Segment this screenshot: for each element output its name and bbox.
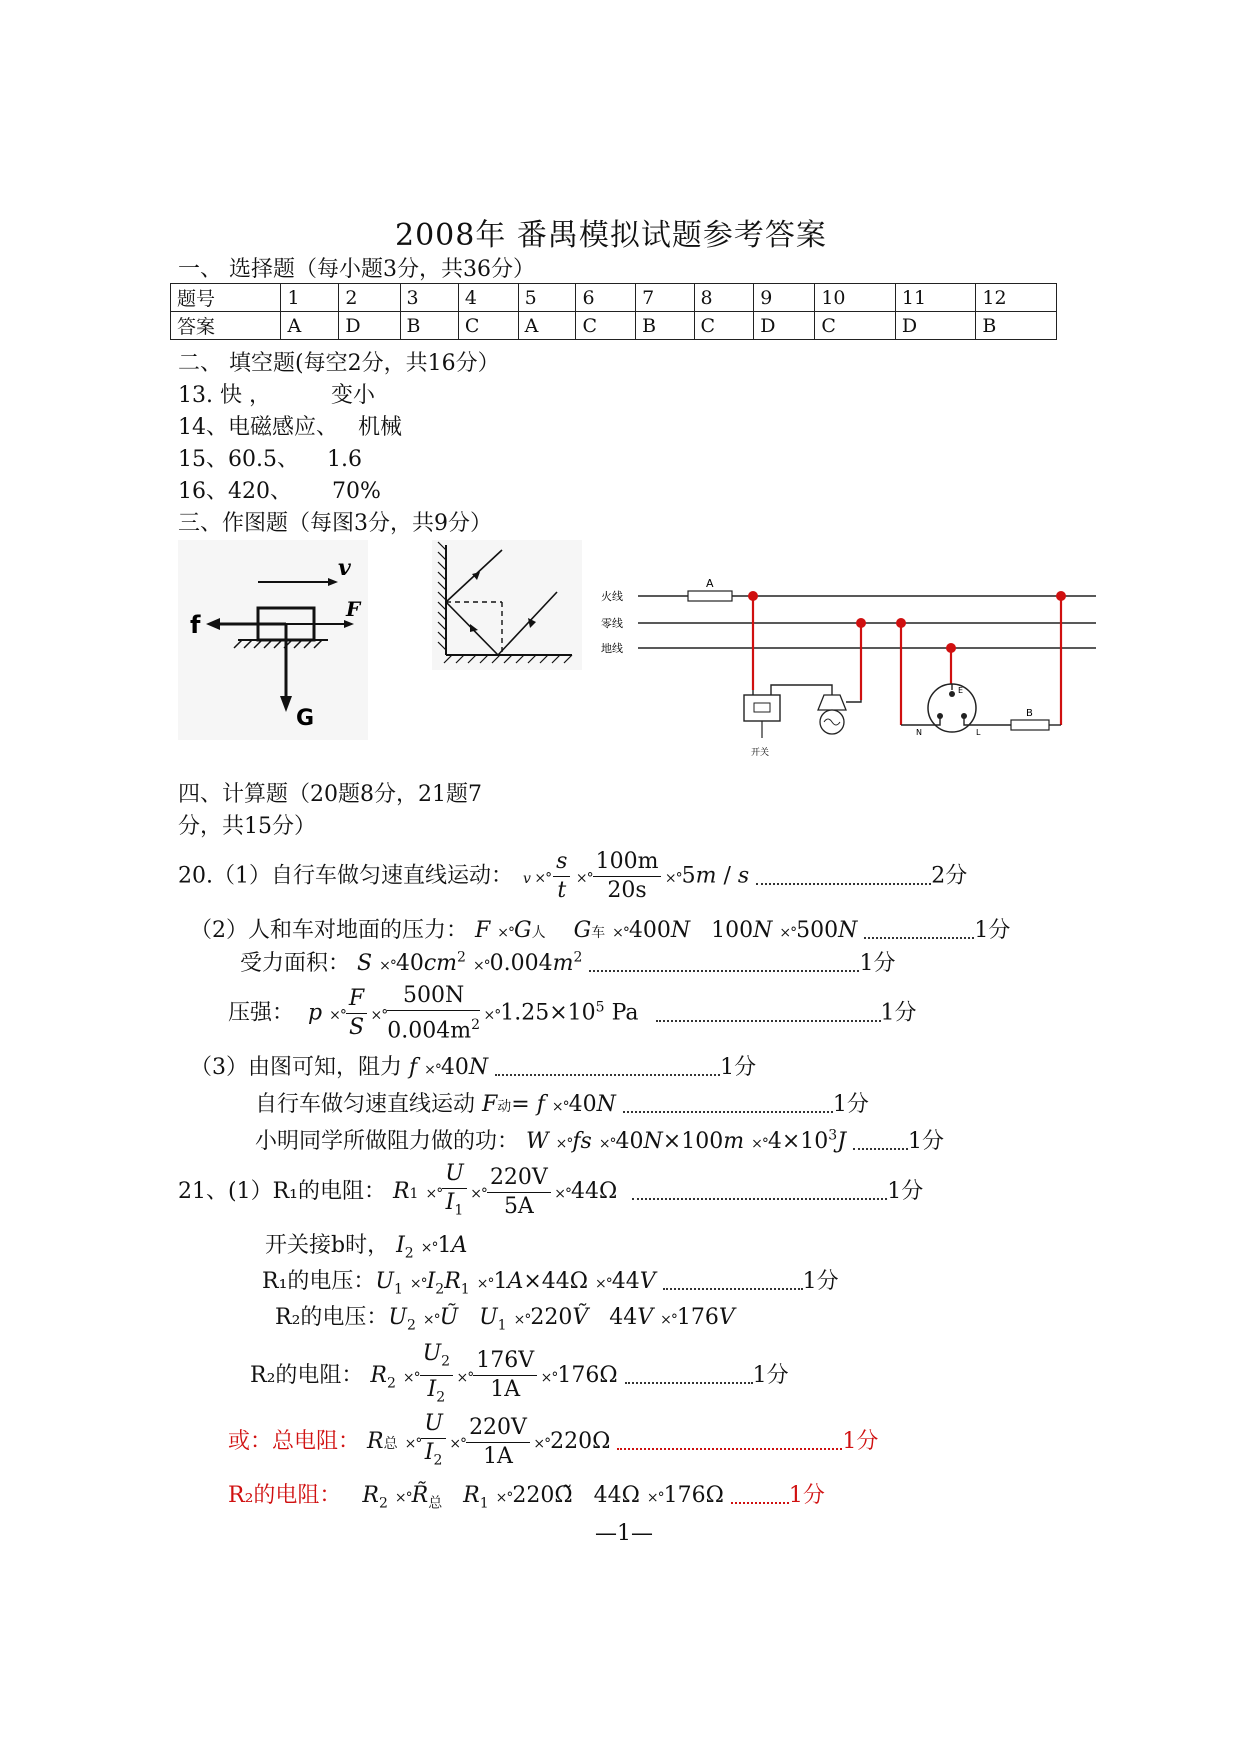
table-cell: 7 <box>636 284 694 312</box>
q21-r1: 21、(1）R₁的电阻： R1 ×° $\frac{U}{I_1}$ ×° $\frac{220V}{5A}$ ×°44Ω 1分 <box>178 1161 924 1219</box>
table-row-label: 答案 <box>171 312 281 340</box>
table-cell: C <box>815 312 896 340</box>
section-1-heading: 一、 选择题（每小题3分，共36分） <box>178 257 535 282</box>
table-cell: 11 <box>895 284 976 312</box>
table-cell: 1 <box>281 284 339 312</box>
table-cell: B <box>636 312 694 340</box>
table-cell: C <box>576 312 636 340</box>
q20-part2-pressure: 压强： p ×° $\frac{F}{S}$ ×° $\frac{500N}{0.004m^2}$ $\times^\circ 1.25\times 10^5$ Pa 1分 <box>228 983 917 1044</box>
table-cell: 9 <box>754 284 815 312</box>
table-cell: 3 <box>400 284 458 312</box>
socket-e-label: E <box>958 686 964 695</box>
table-row-answers <box>171 312 1057 340</box>
q20-part1: 20.（1）自行车做匀速直线运动： v ×° $\frac{s}{t}$ ×° $\frac{100m}{20s}$ ×°5m / s 2分 <box>178 849 968 903</box>
q21-switch-b: 开关接b时， $I_2 \times^\circ 1A$ <box>265 1233 468 1262</box>
table-cell: A <box>281 312 339 340</box>
force-diagram <box>178 540 368 740</box>
fuse-b-label: B <box>1026 708 1033 719</box>
table-cell: 12 <box>976 284 1057 312</box>
fill-answer-13: 13. 快 ， 变小 <box>178 383 375 408</box>
table-cell: B <box>400 312 458 340</box>
table-cell: C <box>458 312 518 340</box>
answer-table <box>170 283 1057 340</box>
fuse-a-label: A <box>706 577 714 590</box>
q20-part3-work: 小明同学所做阻力做的功： $W \times^\circ fs \times^\circ 40N\times 100m \times^\circ 4\times 10^3J$ 1分 <box>255 1127 945 1154</box>
q21-u1: R₁的电压：$U_1 \times^\circ I_2R_1 \times^\circ 1A\times 44\Omega \times^\circ 44V$ 1分 <box>262 1269 839 1298</box>
q21-alt-r2: R₂的电阻： $R_2$ $\times^\circ R̃_总$ $R_1$ ×°220Ω̃ 44Ω ×°176Ω 1分 <box>228 1483 825 1512</box>
fill-answer-15: 15、60.5、 1.6 <box>178 447 362 472</box>
table-cell: 8 <box>694 284 754 312</box>
table-cell: 10 <box>815 284 896 312</box>
table-cell: D <box>895 312 976 340</box>
q20-part3-motion: 自行车做匀速直线运动 F动= f ×°40N 1分 <box>255 1092 869 1117</box>
q20-part2-force: （2）人和车对地面的压力： F ×°G人 G车 ×°400N 100N ×°500N 1分 <box>190 918 1011 943</box>
table-row-label: 题号 <box>171 284 281 312</box>
page-title: 2008年 番禺模拟试题参考答案 <box>395 218 827 253</box>
socket-l-label: L <box>976 728 981 737</box>
table-cell: C <box>694 312 754 340</box>
table-cell: A <box>518 312 576 340</box>
table-cell: D <box>754 312 815 340</box>
section-2-heading: 二、 填空题(每空2分，共16分） <box>178 351 500 376</box>
table-cell: B <box>976 312 1057 340</box>
table-cell: 6 <box>576 284 636 312</box>
q21-r2: R₂的电阻： $R_2$ ×° $\frac{U_2}{I_2}$ ×° $\frac{176V}{1A}$ ×°176Ω 1分 <box>250 1341 789 1406</box>
circuit-diagram <box>596 570 1101 760</box>
q21-alt-total-resistance: 或：总电阻： R总 ×° $\frac{U}{I_2}$ ×° $\frac{220V}{1A}$ ×°220Ω 1分 <box>228 1411 879 1469</box>
table-row-numbers <box>171 284 1057 312</box>
section-4-heading-line2: 分，共15分） <box>178 814 316 839</box>
fill-answer-16: 16、420、 70% <box>178 479 381 504</box>
q20-part2-area: 受力面积： $S \times^\circ 40cm^2 \times^\circ 0.004m^2$ 1分 <box>240 949 896 976</box>
label-f: f <box>190 611 201 639</box>
section-3-heading: 三、作图题（每图3分，共9分） <box>178 511 492 536</box>
section-4-heading-line1: 四、计算题（20题8分，21题7 <box>178 782 482 807</box>
q21-u2: R₂的电压：$U_2$ ×°Ũ $U_1$ ×°220Ṽ 44V ×°176V <box>275 1305 735 1334</box>
label-live-wire: 火线 <box>601 590 623 603</box>
reflection-diagram <box>432 540 582 670</box>
fill-answer-14: 14、电磁感应、 机械 <box>178 415 403 440</box>
page-number: —1— <box>595 1521 653 1546</box>
table-cell: 5 <box>518 284 576 312</box>
label-neutral-wire: 零线 <box>601 617 623 630</box>
label-F: F <box>346 597 361 621</box>
label-G: G <box>296 706 315 731</box>
table-cell: 2 <box>339 284 400 312</box>
socket-n-label: N <box>916 728 922 737</box>
label-v: v <box>338 555 351 581</box>
table-cell: D <box>339 312 400 340</box>
table-cell: 4 <box>458 284 518 312</box>
q20-part3-resistance: （3）由图可知，阻力 f ×°40N 1分 <box>190 1055 757 1080</box>
switch-label: 开关 <box>751 748 770 758</box>
label-ground-wire: 地线 <box>601 642 623 655</box>
